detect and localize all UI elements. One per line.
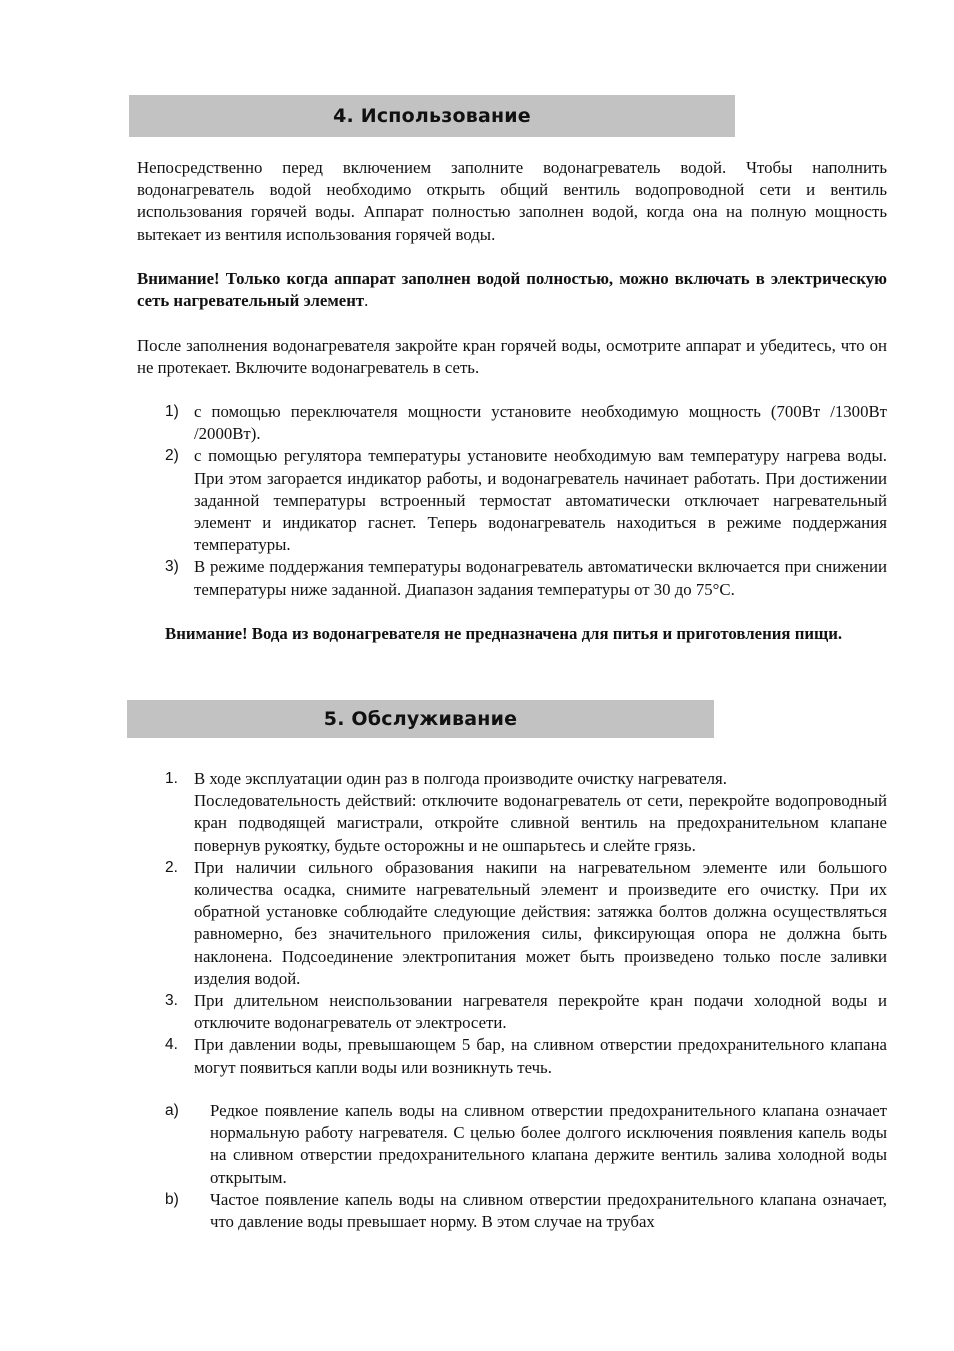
- warning-fill-text: Внимание! Только когда аппарат заполнен водой полностью, можно включать в электрическую сеть нагревательный элемент: [137, 269, 887, 311]
- subitem-letter: a): [165, 1102, 179, 1119]
- after-fill-paragraph: После заполнения водонагревателя закройте кран горячей воды, осмотрите аппарат и убедитесь, что он не протекает. Включите водонагреватель в сеть.: [137, 336, 887, 378]
- warning-fill-period: .: [364, 291, 369, 311]
- item-text: В ходе эксплуатации один раз в полгода производите очистку нагревателя.: [194, 769, 727, 788]
- section-4-header: [129, 95, 735, 137]
- step-number: 1): [165, 403, 179, 420]
- maintenance-list: [137, 768, 887, 1079]
- list-item: [137, 1189, 887, 1233]
- list-item: [137, 990, 887, 1034]
- subitem-letter: b): [165, 1190, 179, 1208]
- subitem-text: Частое появление капель воды на сливном отверстии предохранительного клапана означает, что давление воды превышает норму. В этом случае на трубах: [210, 1189, 887, 1232]
- list-item: [137, 768, 887, 857]
- list-item: [137, 857, 887, 990]
- item-continuation: Последовательность действий: отключите водонагреватель от сети, перекройте водопроводный кран подводящей магистрали, откройте сливной вентиль на предохранительном клапане повернув рукоятку, будьте осторожны и не ошпарьтесь и слейте грязь.: [194, 791, 887, 855]
- step-number: 2): [165, 447, 179, 465]
- item-number: 4.: [165, 1036, 178, 1054]
- item-text: При наличии сильного образования накипи на нагревательном элементе или большого количества осадка, снимите нагревательный элемент и произведите его очистку. При их обратной установке соблюдайте следующие действия: затяжка болтов должна осуществляться равномерно, без значительного приложения силы, фиксирующая опора не должна быть наклонена. Подсоединение электропитания может быть произведено только после заливки изделия водой.: [194, 857, 887, 988]
- step-text: с помощью переключателя мощности установите необходимую мощность (700Вт /1300Вт /2000Вт).: [194, 402, 887, 444]
- warning-drinking-paragraph: Внимание! Вода из водонагревателя не предназначена для питья и приготовления пищи.: [165, 624, 843, 643]
- step-text: с помощью регулятора температуры установите необходимую вам температуру нагрева воды. При этом загорается индикатор работы, и водонагреватель начинает работать. При достижении заданной температуры встроенный термостат автоматически отключает нагревательный элемент и индикатор гаснет. Теперь водонагреватель находиться в режиме поддержания температуры.: [194, 446, 887, 555]
- step-number: 3): [165, 558, 179, 576]
- item-text: При длительном неиспользовании нагревателя перекройте кран подачи холодной воды и отключите водонагреватель от электросети.: [194, 991, 887, 1033]
- list-item: [137, 445, 887, 556]
- section-4-title: 4. Использование: [333, 105, 531, 127]
- intro-paragraph: Непосредственно перед включением заполните водонагреватель водой. Чтобы наполнить водонагреватель водой необходимо открыть общий вентиль водопроводной сети и вентиль использования горячей воды. Аппарат полностью заполнен водой, когда она на полную мощность вытекает из вентиля использования горячей воды.: [137, 158, 887, 244]
- item-number: 1.: [165, 770, 178, 787]
- subitem-text: Редкое появление капель воды на сливном отверстии предохранительного клапана означает нормальную работу нагревателя. С целью более долгого исключения появления капель воды на сливном отверстии предохранительного клапана держите вентиль залива холодной воды открытым.: [210, 1101, 887, 1187]
- item-number: 2.: [165, 858, 178, 876]
- pressure-subitems-list: [137, 1100, 887, 1233]
- step-text: В режиме поддержания температуры водонагреватель автоматически включается при снижении температуры ниже заданной. Диапазон задания температуры от 30 до 75°С.: [194, 557, 887, 599]
- warning-fill-paragraph: [137, 268, 887, 312]
- list-item: [137, 556, 887, 600]
- item-number: 3.: [165, 992, 178, 1010]
- list-item: [137, 1100, 887, 1189]
- item-text: При давлении воды, превышающем 5 бар, на сливном отверстии предохранительного клапана могут появиться капли воды или возникнуть течь.: [194, 1035, 887, 1077]
- usage-steps-list: [137, 401, 887, 601]
- list-item: [137, 1034, 887, 1078]
- section-5-title: 5. Обслуживание: [323, 708, 518, 730]
- section-5-header: [127, 700, 714, 738]
- list-item: [137, 401, 887, 445]
